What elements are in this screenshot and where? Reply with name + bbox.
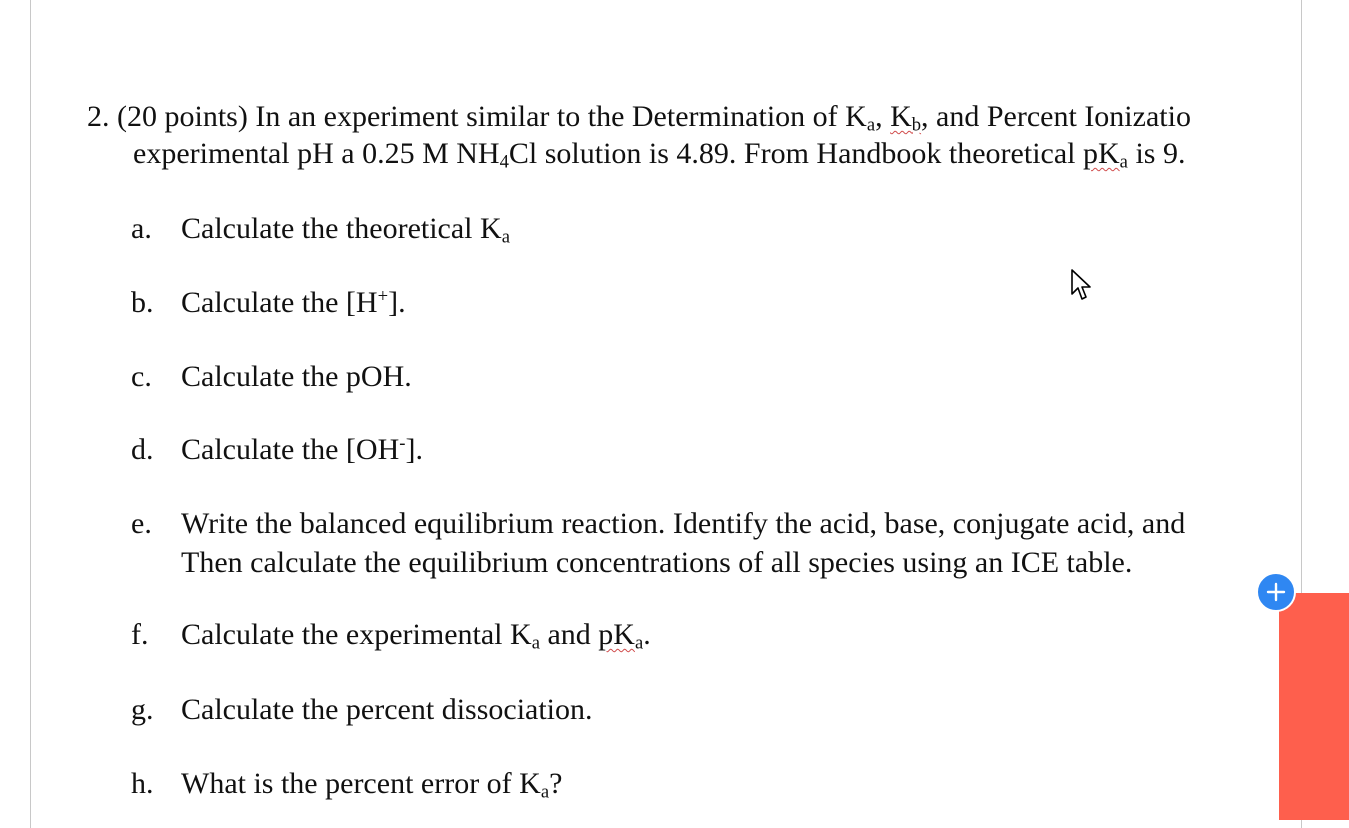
item-text	[181, 504, 1185, 582]
item-subscript: a	[501, 226, 510, 248]
item-text	[181, 615, 651, 654]
item-line-2: Then calculate the equilibrium concentrations of all species using an ICE table.	[181, 546, 1133, 579]
item-subscript: a	[540, 781, 550, 803]
list-item-b	[131, 283, 406, 322]
spellcheck-mark	[249, 0, 293, 3]
item-text	[181, 430, 423, 469]
list-item-a	[131, 209, 510, 248]
item-letter: d.	[131, 433, 154, 466]
list-item-f	[131, 615, 651, 654]
question-number: 2.	[87, 100, 110, 133]
question-2	[87, 98, 1302, 172]
item-text: Calculate the percent dissociation.	[181, 693, 593, 726]
nh4-subscript: 4	[499, 151, 509, 173]
item-line-1: Write the balanced equilibrium reaction. Identify the acid, base, conjugate acid, and	[181, 507, 1186, 540]
item-letter: b.	[131, 286, 154, 319]
add-button[interactable]	[1256, 572, 1296, 612]
pka-pk: pK	[1083, 137, 1120, 170]
item-mid-text: and	[539, 618, 599, 651]
item-letter: h.	[131, 767, 154, 800]
item-main-text: Calculate the [H	[181, 286, 378, 319]
question-points: (20 points)	[117, 100, 248, 133]
item-letter: g.	[131, 693, 154, 726]
side-panel-tab[interactable]	[1279, 593, 1349, 820]
item-tail: ?	[549, 767, 563, 800]
item-subscript: a	[531, 632, 540, 654]
item-pk: pK	[598, 618, 635, 651]
item-main-text: Calculate the [OH	[181, 433, 400, 466]
pka-subscript: a	[1119, 151, 1128, 173]
question-text-2: experimental pH a 0.25 M NH	[133, 137, 500, 170]
item-text	[181, 283, 406, 322]
pka-term	[598, 618, 644, 654]
ka-subscript: a	[866, 114, 876, 136]
item-tail: ].	[388, 286, 406, 319]
item-letter: a.	[131, 212, 152, 245]
item-letter: e.	[131, 507, 152, 540]
question-line-1	[87, 98, 1302, 135]
question-text-2-mid: Cl solution is 4.89. From Handbook theoretical	[508, 137, 1083, 170]
question-text-1-tail: , and Percent Ionizatio	[921, 100, 1191, 133]
item-tail: .	[643, 618, 651, 651]
document-page	[30, 0, 1302, 828]
item-superscript: +	[377, 285, 389, 307]
list-item-g	[131, 690, 593, 729]
item-letter: c.	[131, 360, 152, 393]
pka-term	[1083, 137, 1128, 173]
item-superscript: -	[399, 432, 406, 454]
question-line-2	[87, 135, 1302, 172]
pointer-cursor-icon	[1070, 268, 1094, 302]
item-main-text: What is the percent error of K	[181, 767, 541, 800]
item-text	[181, 209, 510, 248]
question-text-1: In an experiment similar to the Determination of K	[255, 100, 867, 133]
question-text-2-tail: is 9.	[1127, 137, 1186, 170]
item-letter: f.	[131, 618, 149, 651]
item-tail: ].	[405, 433, 423, 466]
item-pk-subscript: a	[634, 632, 644, 654]
item-text	[181, 764, 562, 803]
list-item-c	[131, 357, 412, 396]
list-item-e	[131, 504, 1185, 582]
kb-subscript: b	[911, 114, 922, 136]
item-main-text: Calculate the experimental K	[181, 618, 532, 651]
comma: ,	[875, 100, 891, 133]
item-main-text: Calculate the theoretical K	[181, 212, 502, 245]
kb-term	[890, 100, 922, 136]
item-text: Calculate the pOH.	[181, 360, 412, 393]
list-item-h	[131, 764, 562, 803]
kb-k: K	[890, 100, 912, 133]
list-item-d	[131, 430, 423, 469]
plus-icon	[1265, 581, 1287, 603]
